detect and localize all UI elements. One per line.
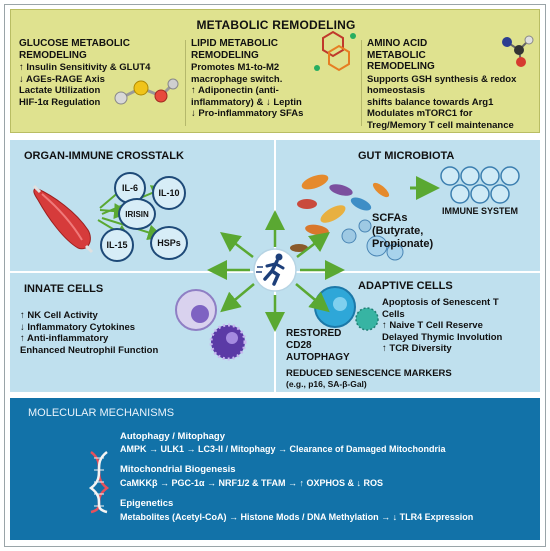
innate-text xyxy=(20,310,158,356)
mechanism-header: Mitochondrial Biogenesis xyxy=(120,464,236,475)
innate-title: INNATE CELLS xyxy=(24,283,104,295)
amino-line: homeostasis xyxy=(367,85,426,96)
adaptive-left-line: RESTORED xyxy=(286,328,342,339)
lipid-line: Promotes M1-to-M2 xyxy=(191,62,280,73)
muscle-icon xyxy=(30,182,96,258)
immune-system-label: IMMUNE SYSTEM xyxy=(442,206,519,216)
metabolic-title: METABOLIC REMODELING xyxy=(196,18,356,32)
amino-header: AMINO ACID METABOLIC REMODELING xyxy=(367,38,435,72)
innate-line: ↑ Anti-inflammatory xyxy=(20,333,109,344)
adaptive-title: ADAPTIVE CELLS xyxy=(358,280,453,292)
lipid-molecule-icon xyxy=(309,28,359,78)
glucose-line: Lactate Utilization xyxy=(19,85,101,96)
molecular-mechanisms-panel xyxy=(10,398,540,540)
glucose-line: ↓ AGEs-RAGE Axis xyxy=(19,73,105,85)
amino-line: Treg/Memory T cell maintenance xyxy=(367,119,514,131)
adaptive-line: Cells xyxy=(382,308,405,320)
adaptive-left-line: AUTOPHAGY xyxy=(286,352,350,363)
glucose-molecule-icon xyxy=(111,70,181,110)
amino-line: Supports GSH synthesis & redox xyxy=(367,73,517,85)
cytokine-il15: IL-15 xyxy=(100,228,134,262)
glucose-line: ↑ Insulin Sensitivity & GLUT4 xyxy=(19,62,151,73)
cytokine-irisin: IRISIN xyxy=(118,198,156,230)
metabolic-remodeling-panel xyxy=(10,9,540,133)
amino-acid-molecule-icon xyxy=(495,28,539,72)
mechanism-header: Epigenetics xyxy=(120,498,174,509)
innate-line: Enhanced Neutrophil Function xyxy=(20,344,159,356)
amino-line: Modulates mTORC1 for xyxy=(367,108,473,119)
molecular-title: MOLECULAR MECHANISMS xyxy=(28,407,175,419)
innate-line: ↓ Inflammatory Cytokines xyxy=(20,321,136,333)
cytokine-il10: IL-10 xyxy=(152,176,186,210)
markers-line: (e.g., p16, SA-β-Gal) xyxy=(286,379,367,389)
senescence-markers xyxy=(286,368,452,390)
cytokine-hsps: HSPs xyxy=(150,226,188,260)
amino-line: shifts balance towards Arg1 xyxy=(367,96,494,108)
mechanism-header: Autophagy / Mitophagy xyxy=(120,431,226,442)
markers-line: REDUCED SENESCENCE MARKERS xyxy=(286,368,452,379)
lipid-header: LIPID METABOLIC REMODELING xyxy=(191,38,279,61)
lipid-line: ↑ Adiponectin (anti- xyxy=(191,85,279,96)
adaptive-line: ↑ TCR Diversity xyxy=(382,343,452,354)
lipid-line: macrophage switch. xyxy=(191,73,283,85)
adaptive-right-text xyxy=(382,297,502,355)
scfa-line: Propionate) xyxy=(372,238,434,250)
lipid-line: ↓ Pro-inflammatory SFAs xyxy=(191,108,304,119)
divider xyxy=(361,40,362,126)
dna-icon xyxy=(86,450,112,514)
adaptive-line: ↑ Naive T Cell Reserve xyxy=(382,320,483,331)
adaptive-left-line: CD28 xyxy=(286,340,312,351)
gut-title: GUT MICROBIOTA xyxy=(358,150,455,162)
mechanism-text: Metabolites (Acetyl-CoA) → Histone Mods / DNA Methylation → ↓ TLR4 Expression xyxy=(120,512,474,522)
runner-icon xyxy=(252,247,298,293)
divider xyxy=(185,40,186,126)
glucose-line: HIF-1α Regulation xyxy=(19,96,101,108)
innate-line: ↑ NK Cell Activity xyxy=(20,310,98,321)
mechanism-text: AMPK → ULK1 → LC3-II / Mitophagy → Clearance of Damaged Mitochondria xyxy=(120,444,446,454)
crosstalk-title: ORGAN-IMMUNE CROSSTALK xyxy=(24,150,184,162)
lipid-line: inflammatory) & ↓ Leptin xyxy=(191,96,302,108)
scfa-line: SCFAs xyxy=(372,212,408,224)
scfa-line: (Butyrate, xyxy=(372,225,424,237)
glucose-header: GLUCOSE METABOLIC REMODELING xyxy=(19,38,130,61)
adaptive-line: Apoptosis of Senescent T xyxy=(382,297,499,308)
cytokine-il6: IL-6 xyxy=(114,172,146,204)
adaptive-line: Delayed Thymic Involution xyxy=(382,331,503,343)
mechanism-text: CaMKKβ → PGC-1α → NRF1/2 & TFAM → ↑ OXPHOS & ↓ ROS xyxy=(120,478,384,488)
